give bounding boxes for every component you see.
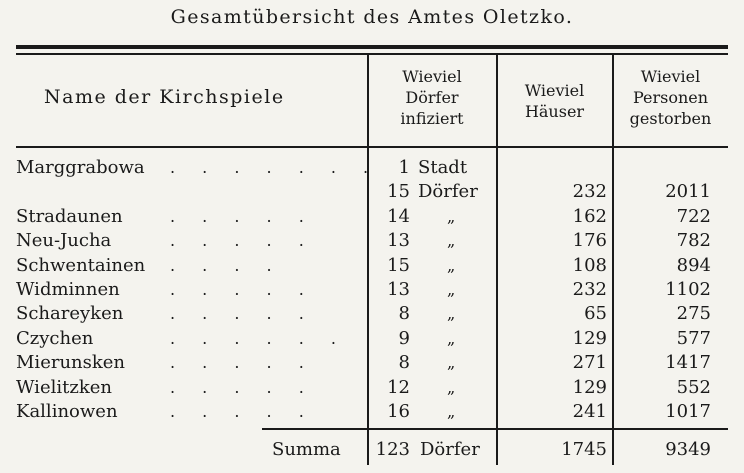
- row-houses: 176: [572, 230, 607, 252]
- row-unit: Dörfer: [418, 181, 478, 203]
- summa-divider-rule: [262, 428, 728, 430]
- row-deaths: 577: [676, 327, 711, 349]
- row-unit: „: [447, 280, 456, 299]
- row-unit: „: [447, 353, 456, 373]
- header-name: Name der Kirchspiele: [44, 86, 285, 108]
- row-houses: 232: [572, 279, 607, 300]
- summa-villages: 123: [375, 439, 410, 460]
- page-title: Gesamtübersicht des Amtes Oletzko.: [170, 6, 574, 28]
- top-thin-rule: [16, 53, 728, 55]
- row-deaths: 2011: [665, 181, 711, 203]
- header-villages-line1: Wieviel: [402, 67, 462, 86]
- row-unit: „: [447, 206, 456, 226]
- row-leader-dots: . . . . . . .: [170, 158, 380, 177]
- row-villages: 16: [387, 401, 410, 422]
- row-leader-dots: . . . .: [170, 255, 283, 275]
- header-deaths-line2: Personen: [632, 88, 709, 107]
- row-deaths: 722: [676, 205, 711, 227]
- row-villages: 8: [398, 352, 410, 374]
- row-leader-dots: . . . . .: [170, 231, 315, 251]
- row-deaths: 782: [676, 230, 711, 252]
- header-deaths: [613, 66, 728, 129]
- row-leader-dots: . . . . .: [170, 377, 315, 397]
- row-name: Schareyken: [16, 303, 124, 325]
- row-leader-dots: . . . . .: [170, 353, 315, 373]
- row-villages: 9: [398, 327, 410, 349]
- row-villages: 1: [398, 157, 410, 178]
- row-unit: „: [447, 304, 456, 324]
- row-villages: 14: [387, 205, 410, 227]
- row-name: Kallinowen: [16, 401, 118, 422]
- row-name: Stradaunen: [16, 205, 123, 227]
- row-houses: 271: [572, 352, 607, 374]
- row-leader-dots: . . . . .: [170, 402, 315, 421]
- row-villages: 13: [387, 230, 410, 252]
- row-leader-dots: . . . . .: [170, 206, 315, 226]
- row-unit: Stadt: [418, 157, 468, 178]
- row-unit: „: [447, 231, 456, 251]
- row-unit: „: [447, 255, 456, 275]
- header-houses-line1: Wieviel: [524, 81, 585, 100]
- summa-houses: 1745: [561, 439, 607, 460]
- header-villages: [368, 66, 496, 129]
- header-villages-line3: infiziert: [400, 109, 464, 128]
- header-houses: [497, 80, 612, 122]
- top-thick-rule: [16, 45, 728, 49]
- row-deaths: 1102: [665, 279, 711, 300]
- row-unit: „: [447, 402, 456, 421]
- row-name: Widminnen: [16, 279, 120, 300]
- row-houses: 241: [572, 401, 607, 422]
- row-name: Schwentainen: [16, 254, 146, 276]
- row-houses: 129: [572, 376, 607, 398]
- header-divider-rule: [16, 146, 728, 148]
- row-villages: 15: [387, 181, 410, 203]
- summa-deaths: 9349: [665, 439, 711, 460]
- row-villages: 8: [398, 303, 410, 325]
- header-deaths-line1: Wieviel: [640, 67, 701, 86]
- row-deaths: 894: [676, 254, 711, 276]
- row-houses: 162: [572, 205, 607, 227]
- header-villages-line2: Dörfer: [405, 88, 459, 107]
- row-villages: 13: [387, 279, 410, 300]
- row-name: Mierunsken: [16, 352, 126, 374]
- row-deaths: 1417: [665, 352, 711, 374]
- summa-unit: Dörfer: [420, 439, 480, 460]
- row-villages: 12: [387, 376, 410, 398]
- row-name: Neu-Jucha: [16, 230, 112, 252]
- row-deaths: 552: [676, 376, 711, 398]
- row-leader-dots: . . . . .: [170, 280, 315, 299]
- row-deaths: 275: [676, 303, 711, 325]
- row-houses: 65: [584, 303, 607, 325]
- row-name: Wielitzken: [16, 376, 112, 398]
- row-leader-dots: . . . . . .: [170, 328, 347, 348]
- row-name: Marggrabowa: [16, 157, 145, 178]
- row-unit: „: [447, 328, 456, 348]
- row-leader-dots: . . . . .: [170, 304, 315, 324]
- summa-label: Summa: [272, 439, 341, 460]
- row-houses: 108: [572, 254, 607, 276]
- header-houses-line2: Häuser: [524, 102, 585, 121]
- row-unit: „: [447, 377, 456, 397]
- row-houses: 129: [572, 327, 607, 349]
- row-name: Czychen: [16, 327, 94, 349]
- row-houses: 232: [572, 181, 607, 203]
- row-villages: 15: [387, 254, 410, 276]
- header-deaths-line3: gestorben: [629, 109, 712, 128]
- row-deaths: 1017: [665, 401, 711, 422]
